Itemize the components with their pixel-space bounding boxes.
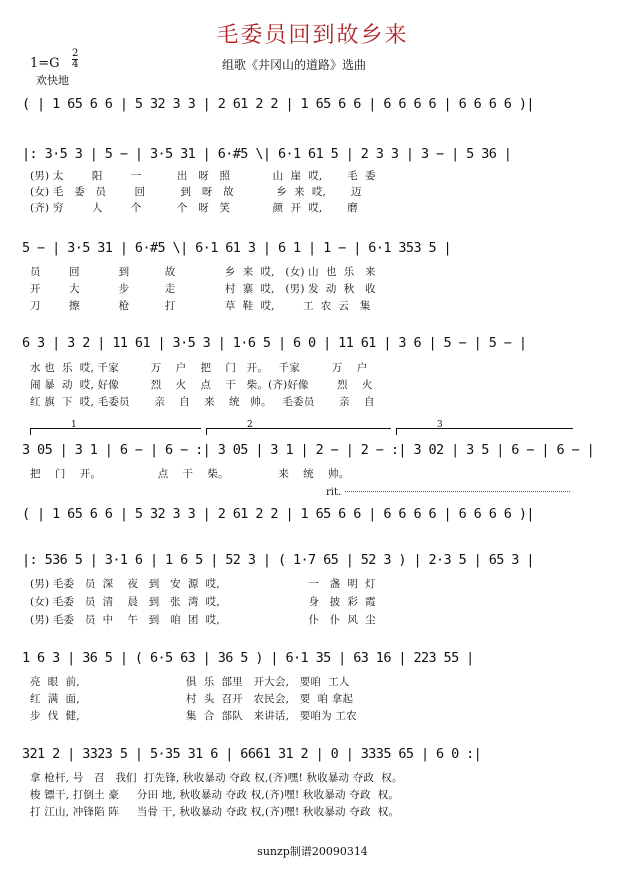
volta-bracket-3 [396,420,573,435]
ritardando-dotted-line [345,491,570,492]
volta-bracket-2 [206,420,391,435]
notation-line-1: ( | 1 65 6 6 | 5 32 3 3 | 2 61 2 2 | 1 65 6 6 | 6 6 6 6 | 6 6 6 6 )| [22,96,534,112]
volta-label: 3 [437,420,443,430]
notation-line-8: 1 6 3 | 36 5 | ( 6·5 63 | 36 5 ) | 6·1 35 | 63 16 | 223 55 | [22,650,474,666]
lyric-line: 亮 眼 前, 俱 乐 部里 开大会, 要咱 工人 [30,676,350,688]
key-signature: 1=G [30,56,60,71]
lyric-line: 水 也 乐 哎, 千家 万 户 把 门 开。 千家 万 户 [30,362,368,374]
transcriber-credit: sunzp制谱20090314 [257,845,368,858]
notation-line-4: 6 3 | 3 2 | 11 61 | 3·5 3 | 1·6 5 | 6 0 | 11 61 | 3 6 | 5 − | 5 − | [22,335,527,351]
lyric-line: (女) 毛 委 员 回 到 呀 故 乡 来 哎, 迈 [30,186,362,198]
lyric-line: (女) 毛委 员 清 晨 到 张 湾 哎, 身 披 彩 霞 [30,596,376,608]
lyric-line: (男) 毛委 员 中 午 到 咱 团 哎, 仆 仆 风 尘 [30,614,376,626]
volta-bracket-1 [30,420,201,435]
time-signature-top: 2 [72,48,79,59]
tempo-marking: 欢快地 [36,74,69,87]
song-title: 毛委员回到故乡来 [216,23,409,48]
lyric-line: 刀 擦 枪 打 草 鞋 哎, 工 农 云 集 [30,300,371,312]
notation-line-5: 3 05 | 3 1 | 6 − | 6 − :| 3 05 | 3 1 | 2 − | 2 − :| 3 02 | 3 5 | 6 − | 6 − | [22,442,595,458]
time-signature [72,49,78,70]
notation-line-2: |: 3·5 3 | 5 − | 3·5 31 | 6·#5 \| 6·1 61 5 | 2 3 3 | 3 − | 5 36 | [22,146,512,162]
lyric-line: 步 伐 健, 集 合 部队 来讲话, 要咱为 工农 [30,710,357,722]
lyric-line: 员 回 到 故 乡 来 哎, (女) 山 也 乐 来 [30,266,376,278]
lyric-line: 把 门 开。 点 干 柴。 来 统 帅。 [30,468,350,480]
lyric-line: 梭 镖干, 打倒土 豪 分田 地, 秋收暴动 夺政 权,(齐)嘿! 秋收暴动 夺政 权。 [30,789,400,801]
volta-label: 2 [247,420,253,430]
lyric-line: (男) 太 阳 一 出 呀 照 山 崖 哎, 毛 委 [30,170,376,182]
lyric-line: (齐) 穷 人 个 个 呀 笑 颜 开 哎, 磨 [30,202,358,214]
notation-line-6: ( | 1 65 6 6 | 5 32 3 3 | 2 61 2 2 | 1 65 6 6 | 6 6 6 6 | 6 6 6 6 )| [22,506,534,522]
notation-line-7: |: 536 5 | 3·1 6 | 1 6 5 | 52 3 | ( 1·7 65 | 52 3 ) | 2·3 5 | 65 3 | [22,552,534,568]
ritardando-marking: rit. [326,487,342,498]
song-subtitle: 组歌《井冈山的道路》选曲 [222,58,367,72]
lyric-line: 拿 枪杆, 号 召 我们 打先锋, 秋收暴动 夺政 权,(齐)嘿! 秋收暴动 夺政 权。 [30,772,403,784]
lyric-line: 红 满 面, 村 头 召开 农民会, 要 咱 拿起 [30,693,354,705]
notation-line-3: 5 − | 3·5 31 | 6·#5 \| 6·1 61 3 | 6 1 | 1 − | 6·1 353 5 | [22,240,452,256]
lyric-line: (男) 毛委 员 深 夜 到 安 源 哎, 一 盏 明 灯 [30,578,376,590]
lyric-line: 闹 暴 动 哎, 好像 烈 火 点 干 柴。(齐)好像 烈 火 [30,379,373,391]
lyric-line: 红 旗 下 哎, 毛委员 亲 自 来 统 帅。 毛委员 亲 自 [30,396,375,408]
lyric-line: 开 大 步 走 村 寨 哎, (男) 发 动 秋 收 [30,283,376,295]
lyric-line: 打 江山, 冲锋陷 阵 当骨 干, 秋收暴动 夺政 权,(齐)嘿! 秋收暴动 夺政 权。 [30,806,400,818]
time-signature-bottom: 4 [72,59,79,70]
volta-label: 1 [71,420,77,430]
notation-line-9: 321 2 | 3323 5 | 5·35 31 6 | 6661 31 2 | 0 | 3335 65 | 6 0 :| [22,746,482,762]
